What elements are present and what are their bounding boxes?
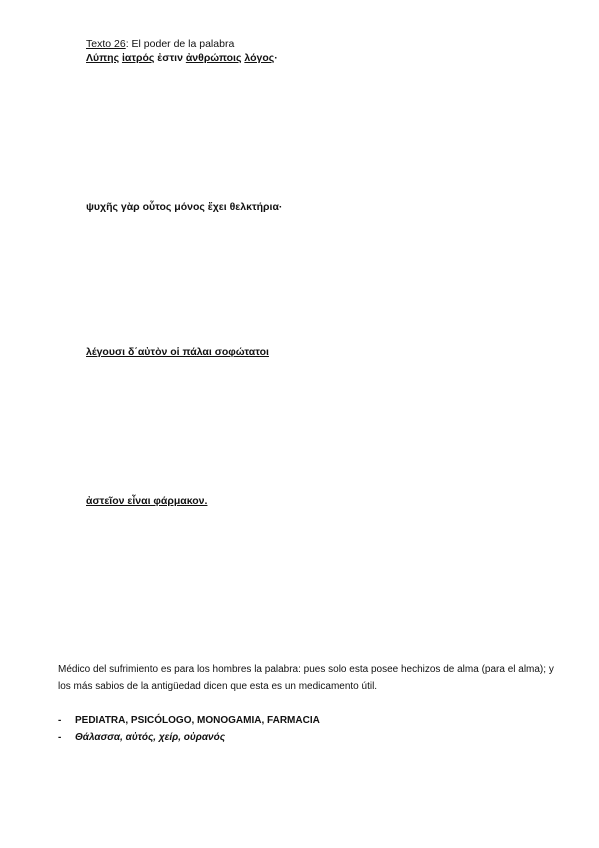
greek-verse-4: ἀστεῖον εἶναι φάρμακον.: [86, 495, 208, 507]
document-title: [86, 38, 234, 51]
list-item-greek-words: Θάλασσα, αὐτός, χείρ, οὐρανός: [75, 732, 226, 743]
greek-verse-3: λέγουσι δ΄αὐτὸν οἱ πάλαι σοφώτατοι: [86, 346, 269, 358]
list-dash: -: [58, 715, 62, 726]
list-dash: -: [58, 732, 62, 743]
list-item-derived-words: PEDIATRA, PSICÓLOGO, MONOGAMIA, FARMACIA: [75, 715, 320, 726]
greek-word-iatros: ἰατρός: [121, 52, 155, 64]
list-item: [58, 731, 225, 744]
greek-line-end: ·: [274, 52, 278, 64]
greek-word-estin: ἐστιν: [154, 52, 186, 64]
greek-word-lypes: Λύπης: [86, 52, 120, 64]
greek-verse-1: [86, 52, 278, 65]
greek-verse-2: ψυχῆς γὰρ οὗτος μόνος ἔχει θελκτήρια·: [86, 201, 283, 213]
greek-word-anthropois: ἀνθρώποις: [185, 52, 242, 64]
title-separator: :: [125, 38, 129, 50]
text-number-label: Texto 26: [86, 38, 126, 50]
greek-word-logos: λόγος: [244, 52, 275, 64]
translation-paragraph: Médico del sufrimiento es para los hombres la palabra: pues solo esta posee hechizos de alma (para el alma); y los más sabios de la antigüedad dicen que esta es un medicamento útil.: [58, 664, 554, 692]
list-item: [58, 714, 320, 727]
text-title: El poder de la palabra: [128, 38, 235, 50]
